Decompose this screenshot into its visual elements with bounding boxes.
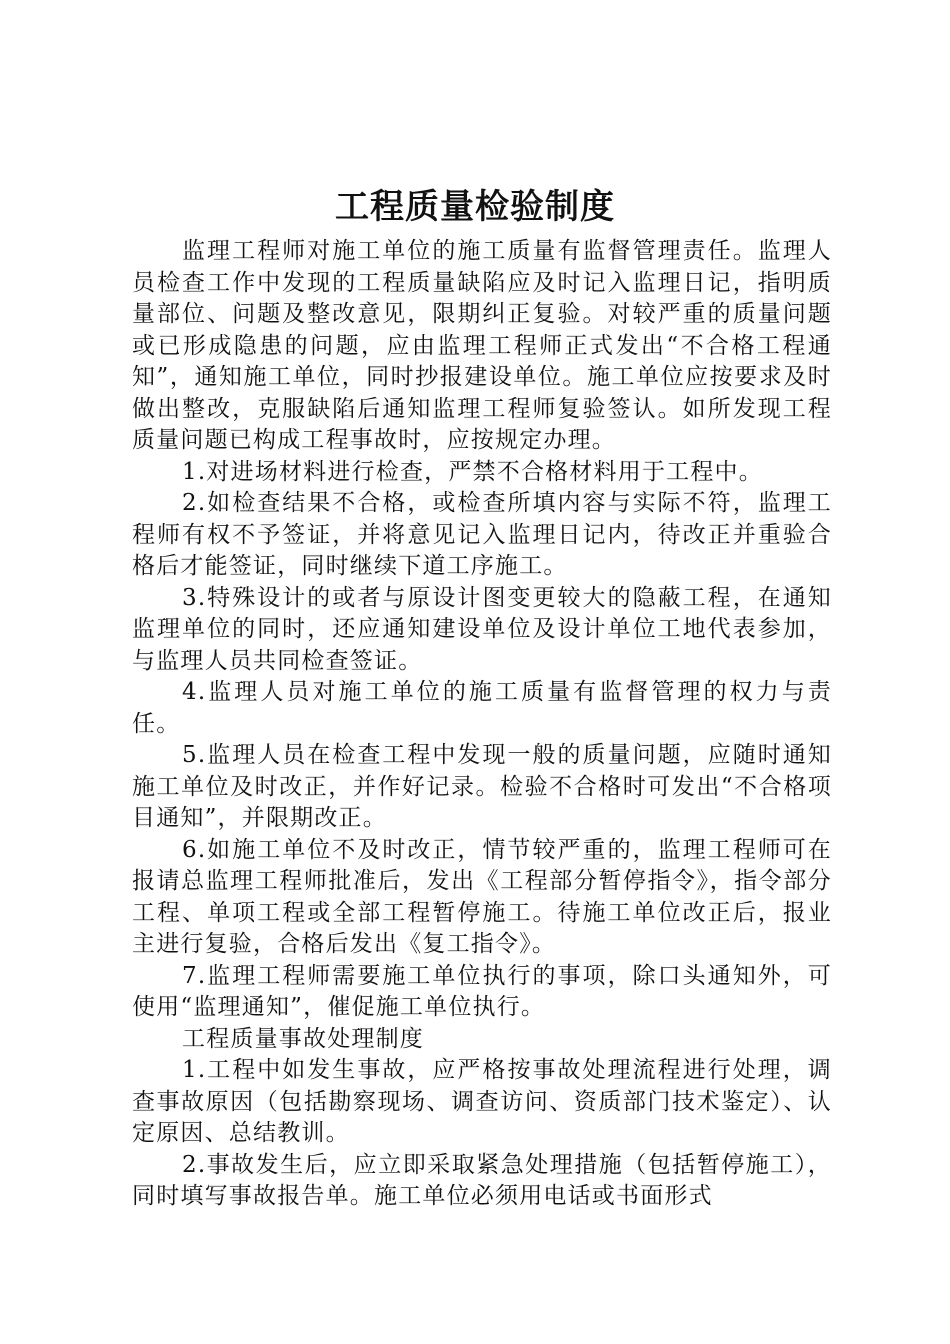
section-heading-accident: 工程质量事故处理制度 (182, 1025, 424, 1052)
paragraph-intro: 监理工程师对施工单位的施工质量有监督管理责任。监理人员检查工作中发现的工程质量缺陷应及时记入监理日记，指明质量部位、问题及整改意见，限期纠正复验。对较严重的质量问题或已形成隐患的问题，应由监理工程师正式发出“不合格工程通知”，通知施工单位，同时抄报建设单位。施工单位应按要求及时做出整改，克服缺陷后通知监理工程师复验签认。如所发现工程质量问题已构成工程事故时，应按规定办理。 (132, 238, 832, 453)
document-body (132, 236, 832, 1213)
paragraph-item-5: 5.监理人员在检查工程中发现一般的质量问题，应随时通知施工单位及时改正，并作好记录。检验不合格时可发出“不合格项目通知”，并限期改正。 (132, 742, 832, 831)
paragraph-item-3: 3.特殊设计的或者与原设计图变更较大的隐蔽工程，在通知监理单位的同时，还应通知建设单位及设计单位工地代表参加，与监理人员共同检查签证。 (132, 584, 832, 674)
paragraph-item-2: 2.如检查结果不合格，或检查所填内容与实际不符，监理工程师有权不予签证，并将意见记入监理日记内，待改正并重验合格后才能签证，同时继续下道工序施工。 (132, 490, 832, 579)
paragraph-item-1: 1.对进场材料进行检查，严禁不合格材料用于工程中。 (182, 458, 763, 485)
paragraph-accident-item-1: 1.工程中如发生事故，应严格按事故处理流程进行处理，调查事故原因（包括勘察现场、调查访问、资质部门技术鉴定）、认定原因、总结教训。 (132, 1057, 832, 1146)
paragraph-item-6: 6.如施工单位不及时改正，情节较严重的，监理工程师可在报请总监理工程师批准后，发出《工程部分暂停指令》，指令部分工程、单项工程或全部工程暂停施工。待施工单位改正后，报业主进行复验，合格后发出《复工指令》。 (132, 836, 832, 957)
paragraph-item-4: 4.监理人员对施工单位的施工质量有监督管理的权力与责任。 (132, 679, 832, 737)
paragraph-accident-item-2: 2.事故发生后，应立即采取紧急处理措施（包括暂停施工），同时填写事故报告单。施工单位必须用电话或书面形式 (132, 1151, 832, 1209)
paragraph-item-7: 7.监理工程师需要施工单位执行的事项，除口头通知外，可使用“监理通知”，催促施工单位执行。 (132, 962, 832, 1020)
document-title: 工程质量检验制度 (335, 187, 615, 227)
